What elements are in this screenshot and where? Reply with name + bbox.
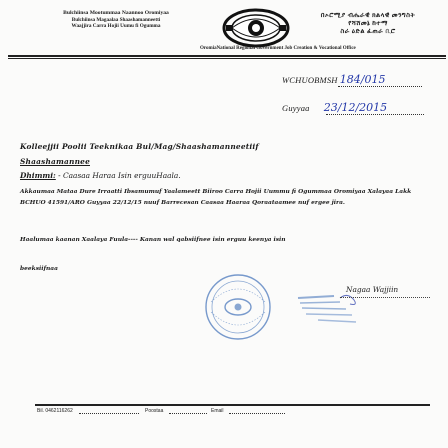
signature-label: Nagaa Wajjiin (346, 285, 399, 294)
body-paragraph-1: Akkaumaa Mataa Dure Irraatti Ibsamumuf Yaalameett Biiroo Carra Hojii Uummu fi Ogummaa Oromiyaa Xalayaa Lakk BCHUO 41591/ARO Guyyaa 22/12/15 nuuf Barrecesan Caasaa Haaraa Qoraataamee nuf ergee jira. (20, 188, 412, 206)
body-paragraph-3: beeksiifnaa (20, 265, 58, 272)
header-divider-thin (8, 58, 446, 59)
body-paragraph-2: Haalumaa kaanan Xaalaya Fuula---- Kanan wal qabsiifnee isin erguu keenya isin (20, 236, 286, 243)
letterhead-line-3: Waajjira Carra Hojii Uumu fi Ogumma (71, 23, 161, 30)
header-divider (8, 55, 446, 57)
addressee-line-1: Kolleejjii Poolii Teeknikaa Bul/Mag/Shaashamanneetiif (20, 142, 259, 151)
footer-postal: Poostaa (145, 408, 164, 414)
letterhead-amharic-line-2: የሻሸመኔ ከተማ (348, 20, 388, 27)
signature-line (340, 297, 430, 298)
reference-number-line (338, 86, 422, 87)
round-stamp-icon (203, 272, 273, 342)
letterhead-line-1: Bulchiinsa Mootummaa Naannoo Oromiyaa (63, 10, 169, 16)
subject-line (20, 171, 181, 180)
letterhead-amharic-line-3: ስራ ዕድል ፈጠራ ቢሮ (340, 28, 396, 35)
reference-number-label: WCHUOBMSH (282, 75, 338, 85)
footer-postal-line (169, 413, 207, 414)
footer-contact (35, 407, 430, 416)
letterhead-english: OromiaNational Regional Government Job Creation & Vocational Office (200, 46, 356, 51)
addressee-line-2: Shaashamannee (20, 157, 90, 166)
subject-text: - Caasaa Haraa Isin erguuHaala. (58, 171, 181, 180)
footer-email-line (229, 413, 285, 414)
footer-tel: Bil. 0462116262 (37, 408, 73, 414)
reference-number-value: 184/015 (339, 73, 386, 86)
letterhead-oromo (16, 10, 216, 30)
letterhead-amharic (298, 12, 438, 36)
reference-number (282, 73, 385, 86)
office-emblem-icon (222, 8, 290, 48)
letterhead-line-2: Bulchiinsa Magaalaa Shaashamanneetti (71, 16, 161, 23)
footer-email: Email (211, 408, 224, 414)
reference-date-line (326, 114, 424, 115)
reference-date-value: 23/12/2015 (323, 101, 388, 114)
footer-divider (35, 404, 430, 406)
letterhead-amharic-line-1: በኦሮሚያ ብሔራዊ ክልላዊ መንግስት (320, 12, 416, 19)
reference-date (282, 101, 387, 114)
reference-date-label: Guyyaa (282, 103, 310, 113)
subject-label: Dhimmi: (20, 171, 56, 180)
footer-tel-line (79, 413, 139, 414)
